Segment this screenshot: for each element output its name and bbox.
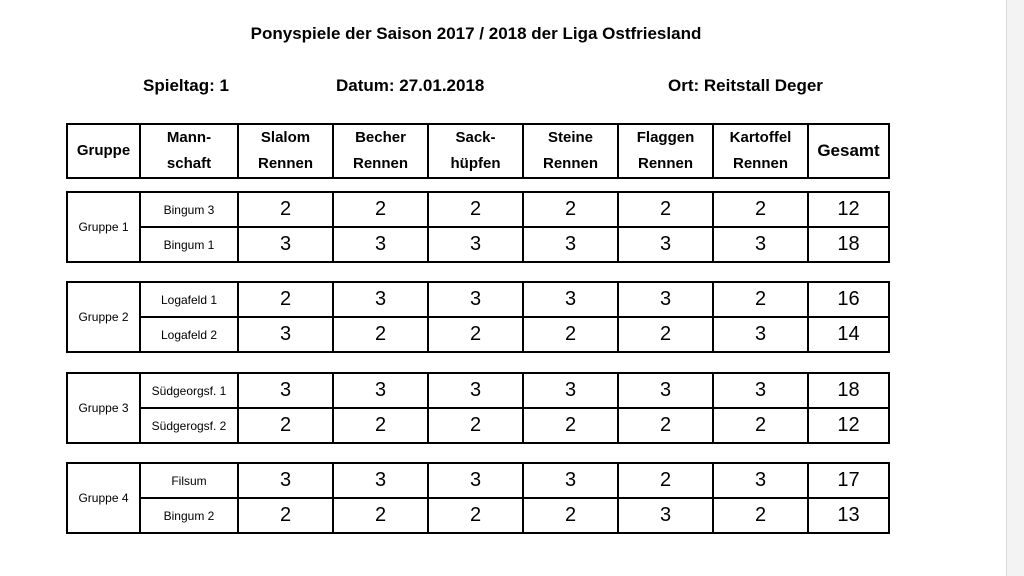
team-name: Filsum [140, 463, 238, 498]
header-table [66, 123, 890, 179]
score-cell: 2 [523, 498, 618, 533]
score-cell: 3 [333, 463, 428, 498]
table-row [67, 373, 889, 408]
score-cell: 3 [238, 373, 333, 408]
total-cell: 16 [808, 282, 889, 317]
score-cell: 3 [523, 463, 618, 498]
total-cell: 12 [808, 408, 889, 443]
score-cell: 2 [713, 498, 808, 533]
total-cell: 13 [808, 498, 889, 533]
score-cell: 3 [713, 463, 808, 498]
total-cell: 14 [808, 317, 889, 352]
score-cell: 3 [333, 227, 428, 262]
header-gesamt: Gesamt [808, 124, 889, 178]
group-table [66, 462, 890, 534]
score-cell: 2 [333, 192, 428, 227]
score-cell: 2 [238, 498, 333, 533]
score-cell: 2 [618, 317, 713, 352]
score-cell: 3 [428, 282, 523, 317]
score-cell: 3 [333, 373, 428, 408]
table-row [67, 463, 889, 498]
ort-label: Ort: Reitstall Deger [668, 76, 823, 95]
team-name: Bingum 2 [140, 498, 238, 533]
score-cell: 2 [238, 408, 333, 443]
score-cell: 3 [428, 227, 523, 262]
page-edge [1007, 0, 1024, 576]
score-cell: 2 [333, 498, 428, 533]
score-cell: 2 [238, 282, 333, 317]
score-cell: 3 [428, 373, 523, 408]
score-cell: 3 [618, 498, 713, 533]
table-row [67, 317, 889, 352]
table-row [67, 192, 889, 227]
score-cell: 3 [713, 373, 808, 408]
header-slalom-rennen: Slalom Rennen [238, 124, 333, 178]
table-row [67, 282, 889, 317]
score-cell: 3 [618, 227, 713, 262]
score-cell: 2 [428, 498, 523, 533]
table-row [67, 498, 889, 533]
score-cell: 2 [713, 192, 808, 227]
score-cell: 3 [523, 227, 618, 262]
total-cell: 18 [808, 373, 889, 408]
score-cell: 2 [333, 408, 428, 443]
group-table [66, 372, 890, 444]
total-cell: 12 [808, 192, 889, 227]
group-name: Gruppe 2 [67, 282, 140, 352]
score-cell: 3 [238, 463, 333, 498]
team-name: Logafeld 1 [140, 282, 238, 317]
team-name: Logafeld 2 [140, 317, 238, 352]
score-cell: 3 [238, 227, 333, 262]
team-name: Bingum 1 [140, 227, 238, 262]
header-gruppe: Gruppe [67, 124, 140, 178]
score-cell: 3 [333, 282, 428, 317]
header-mannschaft: Mann- schaft [140, 124, 238, 178]
header-becher-rennen: Becher Rennen [333, 124, 428, 178]
team-name: Südgerogsf. 2 [140, 408, 238, 443]
spieltag-label: Spieltag: 1 [143, 76, 229, 95]
score-cell: 3 [618, 373, 713, 408]
score-cell: 2 [618, 408, 713, 443]
header-kartoffel-rennen: Kartoffel Rennen [713, 124, 808, 178]
group-name: Gruppe 4 [67, 463, 140, 533]
datum-label: Datum: 27.01.2018 [336, 76, 485, 95]
group-name: Gruppe 1 [67, 192, 140, 262]
score-cell: 3 [713, 227, 808, 262]
table-row [67, 408, 889, 443]
score-cell: 2 [333, 317, 428, 352]
score-cell: 2 [618, 463, 713, 498]
score-cell: 3 [523, 373, 618, 408]
score-cell: 2 [523, 192, 618, 227]
score-cell: 3 [428, 463, 523, 498]
score-cell: 3 [618, 282, 713, 317]
page-title: Ponyspiele der Saison 2017 / 2018 der Liga Ostfriesland [250, 24, 702, 43]
score-cell: 2 [618, 192, 713, 227]
score-cell: 2 [713, 282, 808, 317]
group-table [66, 281, 890, 353]
score-cell: 3 [238, 317, 333, 352]
table-row [67, 227, 889, 262]
score-cell: 2 [238, 192, 333, 227]
score-cell: 2 [523, 408, 618, 443]
header-steine-rennen: Steine Rennen [523, 124, 618, 178]
team-name: Bingum 3 [140, 192, 238, 227]
score-cell: 3 [523, 282, 618, 317]
score-cell: 2 [428, 317, 523, 352]
group-table [66, 191, 890, 263]
score-cell: 2 [428, 192, 523, 227]
header-flaggen-rennen: Flaggen Rennen [618, 124, 713, 178]
total-cell: 17 [808, 463, 889, 498]
score-cell: 3 [713, 317, 808, 352]
team-name: Südgeorgsf. 1 [140, 373, 238, 408]
score-cell: 2 [523, 317, 618, 352]
total-cell: 18 [808, 227, 889, 262]
score-cell: 2 [713, 408, 808, 443]
header-sackhuepfen: Sack- hüpfen [428, 124, 523, 178]
group-name: Gruppe 3 [67, 373, 140, 443]
score-cell: 2 [428, 408, 523, 443]
